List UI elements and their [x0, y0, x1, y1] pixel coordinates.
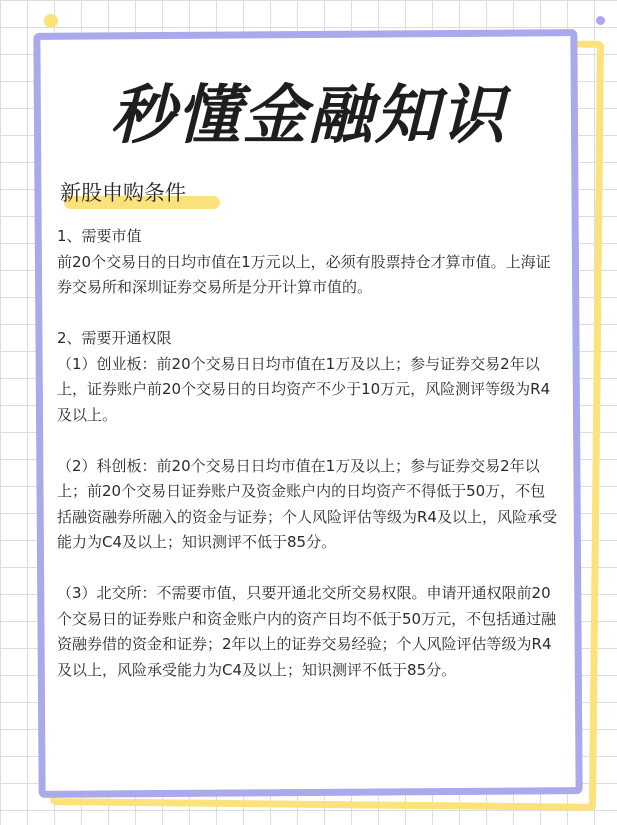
yellow-dot-decoration — [44, 14, 58, 28]
subtitle-block — [60, 177, 186, 211]
article-body — [57, 224, 557, 683]
permission-item-star-market: （2）科创板：前20个交易日日均市值在1万及以上；参与证券交易2年以上；前20个交易日证券账户及资金账户内的日均资产不得低于50万，不包括融资融券所融入的资金与证券；个人风险评估等级为R4及以上，风险承受能力为C4及以上；知识测评不低于85分。 — [57, 456, 557, 551]
blue-dot-decoration — [596, 16, 605, 25]
subtitle: 新股申购条件 — [60, 181, 186, 205]
permission-item-chinext: （1）创业板：前20个交易日日均市值在1万及以上；参与证券交易2年以上，证券账户前20个交易日的日均资产不少于10万元，风险测评等级为R4及以上。 — [57, 354, 551, 424]
section-body-market-value: 前20个交易日的日均市值在1万元以上，必须有股票持仓才算市值。上海证券交易所和深圳证券交易所是分开计算市值的。 — [57, 252, 551, 296]
page-title: 秒懂金融知识 — [110, 79, 507, 153]
permission-item-bse: （3）北交所：不需要市值，只要开通北交所交易权限。申请开通权限前20个交易日的证券账户和资金账户内的资产日均不低于50万元，不包括通过融资融券借的资金和证券；2年以上的证券交易经验；个人风险评估等级为R4及以上，风险承受能力为C4及以上；知识测评不低于85分。 — [57, 584, 557, 679]
section-heading-permission: 2、需要开通权限 — [57, 329, 172, 347]
section-heading-market-value: 1、需要市值 — [57, 227, 142, 245]
